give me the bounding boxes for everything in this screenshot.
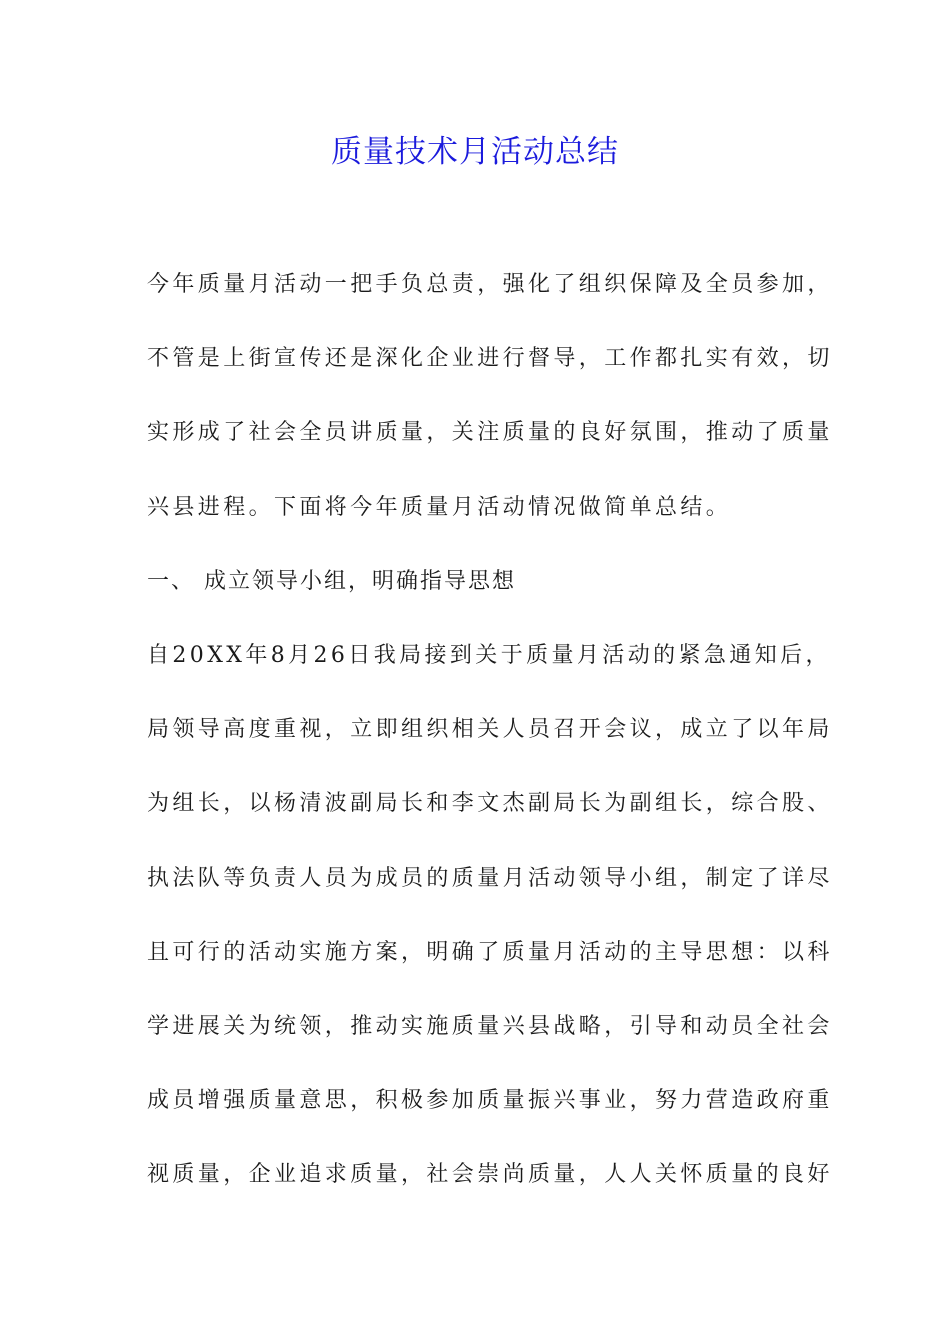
paragraph-line: 今年质量月活动一把手负总责，强化了组织保障及全员参加， <box>147 272 833 297</box>
paragraph-line: 学进展关为统领，推动实施质量兴县战略，引导和动员全社会 <box>147 1013 833 1039</box>
paragraph-line: 为组长，以杨清波副局长和李文杰副局长为副组长，综合股、 <box>147 791 833 817</box>
paragraph-line: 局领导高度重视，立即组织相关人员召开会议，成立了以年局 <box>147 717 833 743</box>
document-body <box>147 260 833 1224</box>
paragraph-line: 且可行的活动实施方案，明确了质量月活动的主导思想：以科 <box>147 939 833 965</box>
paragraph-line: 自20XX年8月26日我局接到关于质量月活动的紧急通知后， <box>147 642 831 668</box>
paragraph-line: 视质量，企业追求质量，社会崇尚质量，人人关怀质量的良好 <box>147 1162 833 1188</box>
paragraph-line: 成员增强质量意思，积极参加质量振兴事业，努力营造政府重 <box>147 1088 833 1114</box>
paragraph-line: 不管是上街宣传还是深化企业进行督导，工作都扎实有效，切 <box>147 346 833 372</box>
paragraph-line: 实形成了社会全员讲质量，关注质量的良好氛围，推动了质量 <box>147 420 833 446</box>
section-heading: 一、 成立领导小组，明确指导思想 <box>147 568 516 594</box>
paragraph-line: 执法队等负责人员为成员的质量月活动领导小组，制定了详尽 <box>147 865 833 891</box>
document-title: 质量技术月活动总结 <box>331 134 619 170</box>
paragraph-line: 兴县进程。下面将今年质量月活动情况做简单总结。 <box>147 494 732 520</box>
